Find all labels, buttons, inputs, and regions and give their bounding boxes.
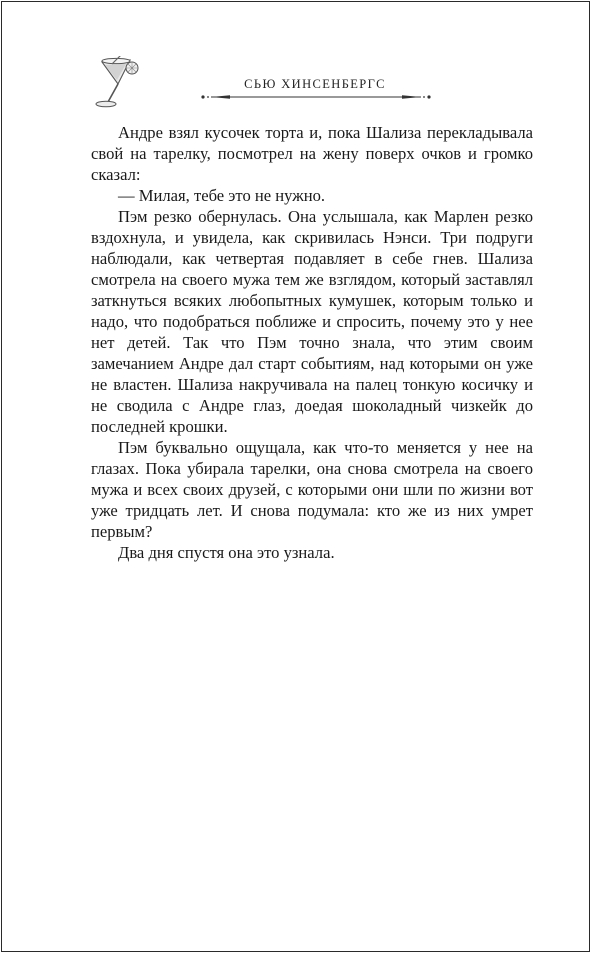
ornamental-rule xyxy=(200,93,432,101)
paragraph: Пэм буквально ощущала, как что-то меняется у нее на глазах. Пока убирала тарелки, она снова смотрела на своего мужа и всех своих друзей, с которыми они шли по жизни вот уже тридцать лет. И снова подумала: кто же из них умрет первым? xyxy=(91,438,533,541)
paragraph: Два дня спустя она это узнала. xyxy=(118,543,335,562)
running-title: СЬЮ ХИНСЕНБЕРГС xyxy=(244,77,386,91)
page-header xyxy=(88,56,508,116)
cocktail-glass-icon xyxy=(88,56,148,112)
paragraph: Андре взял кусочек торта и, пока Шализа перекладывала свой на тарелку, посмотрел на жену поверх очков и громко сказал: xyxy=(91,123,533,184)
paragraph: Пэм резко обернулась. Она услышала, как Марлен резко вздохнула, и увидела, как скривилась Нэнси. Три подруги наблюдали, как четвертая подавляет в себе гнев. Шализа смотрела на своего мужа тем же взглядом, который заставлял заткнуться всяких любопытных кумушек, которым только и надо, что подобраться поближе и спросить, почему это у нее нет детей. Так что Пэм точно знала, что этим своим замечанием Андре дал старт событиям, над которыми он уже не властен. Шализа накручивала на палец тонкую косичку и не сводила с Андре глаз, доедая шоколадный чизкейк до последней крошки. xyxy=(91,207,533,436)
dialogue-line: — Милая, тебе это не нужно. xyxy=(118,186,326,205)
body-text xyxy=(91,122,533,563)
